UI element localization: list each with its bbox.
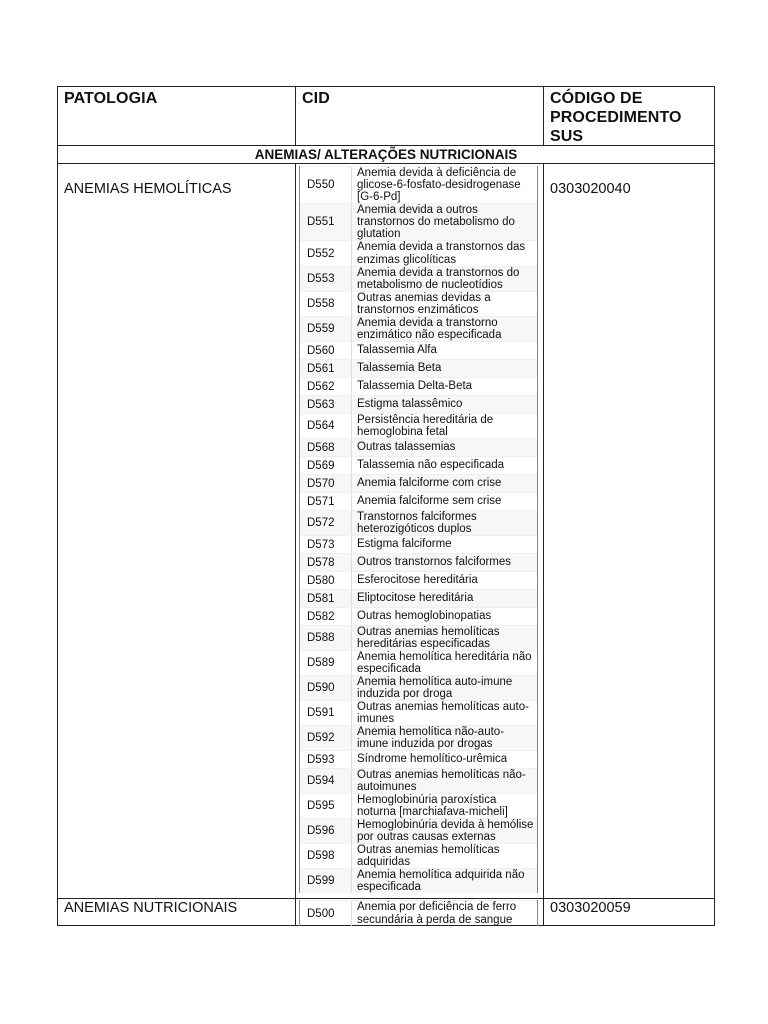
cid-row: [300, 359, 537, 377]
cid-row: [300, 266, 537, 291]
group-label-hemoliticas: ANEMIAS HEMOLÍTICAS: [64, 181, 232, 197]
cid-description: Anemia hemolítica hereditária não especificada: [357, 650, 532, 675]
header-codigo-line2: PROCEDIMENTO: [550, 109, 682, 126]
cid-code: D588: [300, 626, 352, 650]
cid-description: Estigma talassêmico: [357, 398, 463, 411]
cid-row: [300, 650, 537, 675]
cid-description: Anemia hemolítica auto-imune induzida por droga: [357, 675, 513, 700]
cid-description: Anemia falciforme com crise: [357, 477, 502, 490]
cid-description: Talassemia Delta-Beta: [357, 380, 473, 393]
cid-code: D578: [300, 554, 352, 571]
cid-row: [300, 750, 537, 768]
cid-description: Outras anemias hemolíticas hereditárias especificadas: [357, 625, 500, 650]
cid-description: Hemoglobinúria paroxística noturna [marchiafava-micheli]: [357, 793, 508, 818]
cid-description: Anemia hemolítica adquirida não especificada: [357, 868, 525, 893]
cid-code: D591: [300, 701, 352, 725]
group-code-hemoliticas: 0303020040: [550, 181, 631, 197]
group-code-nutricionais: 0303020059: [550, 900, 631, 916]
cid-row: [300, 456, 537, 474]
cid-description: Outras hemoglobinopatias: [357, 610, 492, 623]
cid-code: D589: [300, 651, 352, 675]
cid-code: D573: [300, 536, 352, 553]
cid-code: D571: [300, 493, 352, 510]
cid-code: D568: [300, 439, 352, 456]
cid-row: [300, 553, 537, 571]
group-label-nutricionais: ANEMIAS NUTRICIONAIS: [64, 900, 238, 916]
cid-row: [300, 725, 537, 750]
header-patologia: PATOLOGIA: [64, 90, 158, 107]
cid-description: Esferocitose hereditária: [357, 574, 478, 587]
cid-row: [300, 900, 537, 926]
cid-description: Talassemia Alfa: [357, 344, 437, 357]
cid-code: D564: [300, 414, 352, 438]
cid-description: Anemia devida a transtornos do metabolismo de nucleotídios: [357, 266, 520, 291]
cid-description: Síndrome hemolítico-urêmica: [357, 753, 508, 766]
cid-code: D558: [300, 292, 352, 316]
cid-row: [300, 793, 537, 818]
cid-description: Outras anemias hemolíticas adquiridas: [357, 843, 500, 868]
cid-code: D598: [300, 844, 352, 868]
cid-row: [300, 625, 537, 650]
procedure-table: [57, 86, 715, 926]
cid-row: [300, 700, 537, 725]
cid-code: D581: [300, 590, 352, 607]
cid-code: D582: [300, 608, 352, 625]
cid-code: D500: [300, 901, 352, 926]
cid-row: [300, 203, 537, 240]
cid-description: Anemia por deficiência de ferro secundária à perda de sangue: [357, 901, 517, 926]
cid-description: Outras talassemias: [357, 441, 456, 454]
cid-code: D550: [300, 167, 352, 203]
cid-code: D594: [300, 769, 352, 793]
cid-description: Outras anemias devidas a transtornos enzimáticos: [357, 291, 491, 316]
cid-row: [300, 166, 537, 203]
cid-code: D553: [300, 267, 352, 291]
cid-description: Anemia falciforme sem crise: [357, 495, 502, 508]
cid-row: [300, 291, 537, 316]
cid-row: [300, 377, 537, 395]
cid-code: D551: [300, 204, 352, 240]
cid-row: [300, 240, 537, 266]
cid-description: Outros transtornos falciformes: [357, 556, 512, 569]
cid-row: [300, 768, 537, 793]
cid-description: Transtornos falciformes heterozigóticos duplos: [357, 510, 477, 535]
cid-code: D590: [300, 676, 352, 700]
cid-code: D562: [300, 378, 352, 395]
column-divider: [295, 87, 296, 925]
cid-list-hemoliticas: [299, 166, 538, 893]
cid-code: D563: [300, 396, 352, 413]
header-codigo-line3: SUS: [550, 128, 584, 145]
cid-code: D596: [300, 819, 352, 843]
cid-code: D592: [300, 726, 352, 750]
cid-code: D561: [300, 360, 352, 377]
cid-description: Anemia devida a transtornos das enzimas glicolíticas: [357, 241, 526, 266]
cid-code: D599: [300, 869, 352, 893]
cid-description: Outras anemias hemolíticas não-autoimunes: [357, 768, 526, 793]
cid-row: [300, 675, 537, 700]
cid-description: Estigma falciforme: [357, 538, 452, 551]
cid-description: Eliptocitose hereditária: [357, 592, 474, 605]
cid-code: D560: [300, 342, 352, 359]
cid-row: [300, 316, 537, 341]
section-title: ANEMIAS/ ALTERAÇÕES NUTRICIONAIS: [58, 146, 714, 163]
column-divider: [543, 87, 544, 925]
cid-row: [300, 510, 537, 535]
cid-description: Hemoglobinúria devida à hemólise por outras causas externas: [357, 818, 534, 843]
cid-row: [300, 438, 537, 456]
cid-code: D593: [300, 751, 352, 768]
cid-row: [300, 818, 537, 843]
cid-list-nutricionais: [299, 900, 538, 926]
cid-row: [300, 843, 537, 868]
cid-description: Anemia devida à deficiência de glicose-6-fosfato-desidrogenase [G-6-Pd]: [357, 166, 521, 204]
cid-row: [300, 395, 537, 413]
cid-row: [300, 474, 537, 492]
header-cid: CID: [302, 90, 330, 107]
cid-code: D559: [300, 317, 352, 341]
cid-code: D569: [300, 457, 352, 474]
cid-code: D572: [300, 511, 352, 535]
cid-code: D595: [300, 794, 352, 818]
cid-code: D580: [300, 572, 352, 589]
cid-row: [300, 607, 537, 625]
cid-row: [300, 413, 537, 438]
cid-row: [300, 868, 537, 893]
cid-row: [300, 535, 537, 553]
cid-row: [300, 341, 537, 359]
cid-description: Anemia devida a outros transtornos do metabolismo do glutation: [357, 203, 515, 241]
cid-description: Talassemia Beta: [357, 362, 442, 375]
cid-description: Anemia hemolítica não-auto-imune induzida por drogas: [357, 725, 505, 750]
section-divider: [58, 163, 714, 164]
cid-description: Anemia devida a transtorno enzimático não especificada: [357, 316, 502, 341]
cid-row: [300, 492, 537, 510]
cid-code: D570: [300, 475, 352, 492]
cid-description: Outras anemias hemolíticas auto-imunes: [357, 700, 529, 725]
cid-description: Talassemia não especificada: [357, 459, 505, 472]
cid-row: [300, 589, 537, 607]
cid-row: [300, 571, 537, 589]
cid-code: D552: [300, 241, 352, 266]
header-codigo-line1: CÓDIGO DE: [550, 90, 643, 107]
cid-description: Persistência hereditária de hemoglobina fetal: [357, 413, 494, 438]
